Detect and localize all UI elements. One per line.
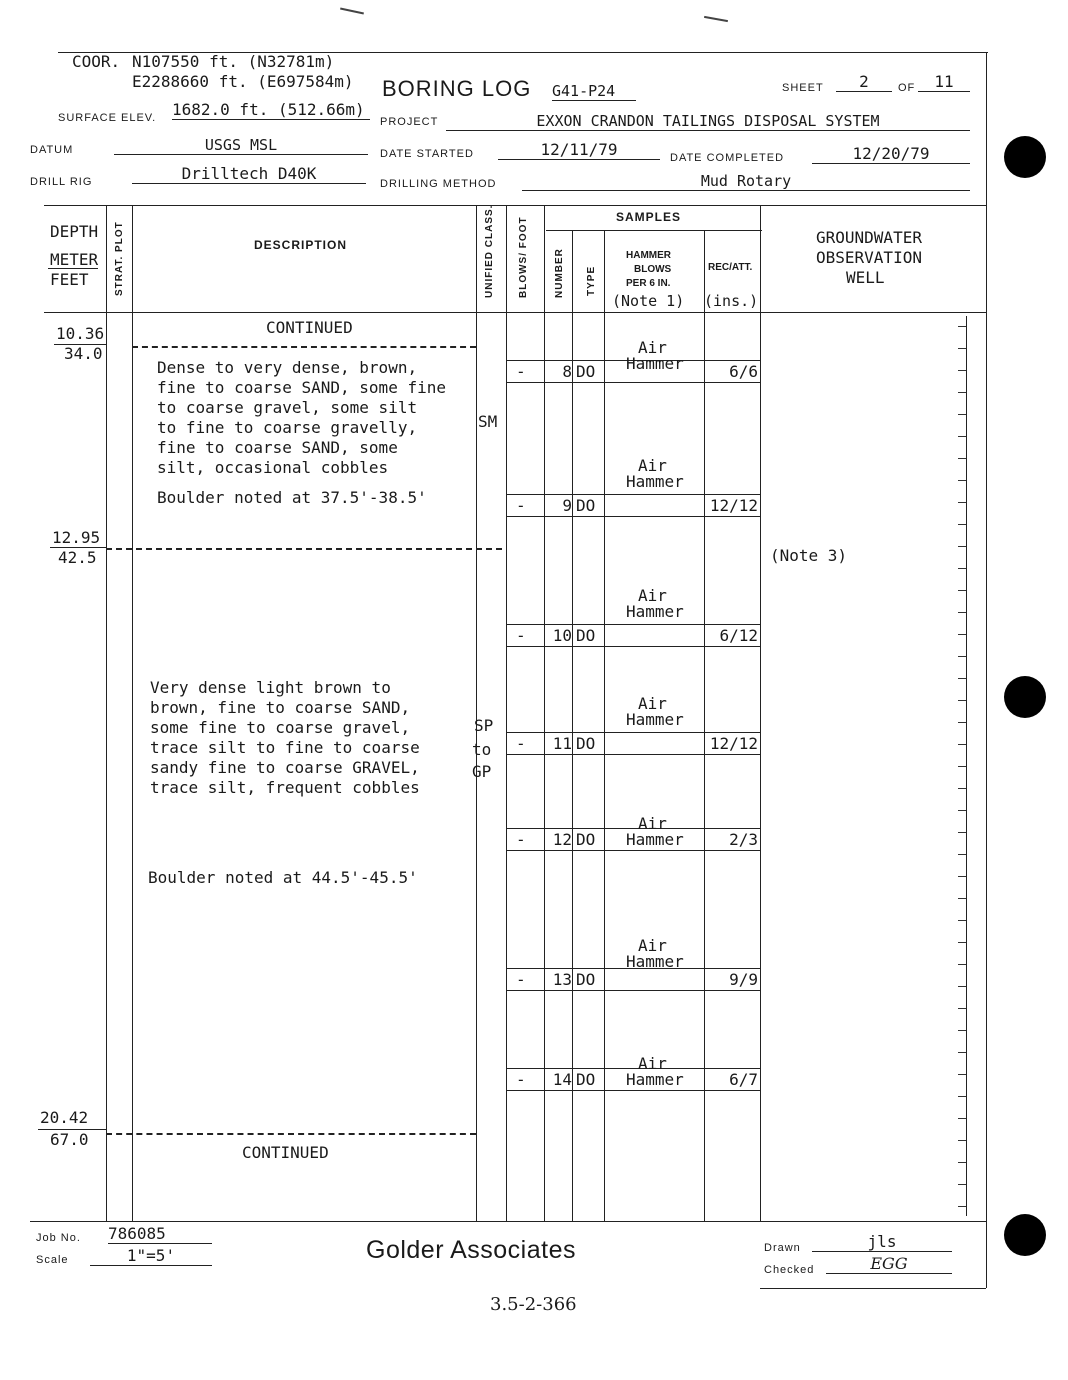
stratum-description-line: sandy fine to coarse GRAVEL, xyxy=(150,758,420,777)
depth-unit-rule xyxy=(48,268,98,269)
stratum-description-line: Very dense light brown to xyxy=(150,678,391,697)
punch-hole-bottom xyxy=(1004,1214,1046,1256)
punch-hole-middle xyxy=(1004,676,1046,718)
scale-tick xyxy=(958,744,966,745)
sample-type: DO xyxy=(576,362,596,381)
sample-hammer-label: Hammer xyxy=(626,472,684,491)
col-hammer-1: HAMMER xyxy=(626,250,671,261)
sample-top-rule xyxy=(506,624,760,625)
col-hammer-note: (Note 1) xyxy=(612,292,685,310)
continued-label: CONTINUED xyxy=(242,1143,329,1162)
depth-meter: 10.36 xyxy=(56,324,105,343)
uscs-symbol: GP xyxy=(472,762,492,781)
col-line-number xyxy=(572,230,573,1221)
scale-tick xyxy=(958,1008,966,1009)
checked-value: EGG xyxy=(826,1254,952,1274)
drawn-value: jls xyxy=(812,1232,952,1252)
scale-tick xyxy=(958,678,966,679)
sample-hammer-label: Hammer xyxy=(626,952,684,971)
sample-bottom-rule xyxy=(506,850,760,851)
sample-blows: - xyxy=(516,496,526,515)
project-label: PROJECT xyxy=(380,116,439,128)
page-title: BORING LOG xyxy=(382,76,532,101)
scale-tick xyxy=(958,788,966,789)
sample-bottom-rule xyxy=(506,754,760,755)
strata-boundary xyxy=(106,1133,476,1135)
sample-top-rule xyxy=(506,1068,760,1069)
col-unified-class: UNIFIED CLASS. xyxy=(484,204,495,298)
date-started: 12/11/79 xyxy=(498,140,660,160)
scale-tick xyxy=(958,480,966,481)
sample-top-rule xyxy=(506,494,760,495)
scale-tick xyxy=(958,722,966,723)
scale-tick xyxy=(958,1118,966,1119)
sample-recovery: 6/7 xyxy=(729,1070,758,1089)
sample-hammer-air: Air xyxy=(638,586,667,605)
boulder-note: Boulder noted at 44.5'-45.5' xyxy=(148,868,418,887)
scale-tick xyxy=(958,964,966,965)
scale-tick xyxy=(958,1096,966,1097)
scale-tick xyxy=(958,1052,966,1053)
col-meter: METER xyxy=(50,250,99,269)
header-bottom-rule xyxy=(44,205,986,206)
depth-meter: 20.42 xyxy=(40,1108,89,1127)
sample-number: 9 xyxy=(562,496,572,515)
well-scale-line xyxy=(966,316,967,1216)
col-line-rec xyxy=(760,205,761,1221)
sample-top-rule xyxy=(506,732,760,733)
sample-number: 13 xyxy=(552,970,572,989)
col-groundwater-2: OBSERVATION xyxy=(816,248,922,267)
sample-type: DO xyxy=(576,830,596,849)
sample-number: 11 xyxy=(552,734,572,753)
scale-tick xyxy=(958,942,966,943)
uscs-symbol: SM xyxy=(478,412,498,431)
scale-tick xyxy=(958,590,966,591)
sample-number: 12 xyxy=(552,830,572,849)
continued-label: CONTINUED xyxy=(266,318,353,337)
datum-label: DATUM xyxy=(30,144,74,156)
sample-blows: - xyxy=(516,734,526,753)
scale-tick xyxy=(958,524,966,525)
groundwater-note: (Note 3) xyxy=(770,546,848,565)
scale-tick xyxy=(958,546,966,547)
scan-mark xyxy=(340,8,364,15)
job-no-label: Job No. xyxy=(36,1232,81,1244)
drilling-method-label: DRILLING METHOD xyxy=(380,178,497,190)
scale-tick xyxy=(958,370,966,371)
col-type: TYPE xyxy=(586,265,597,296)
sample-hammer-label: Hammer xyxy=(626,710,684,729)
sheet-total: 11 xyxy=(918,72,970,92)
boulder-note: Boulder noted at 37.5'-38.5' xyxy=(157,488,427,507)
sample-bottom-rule xyxy=(506,382,760,383)
scale-tick xyxy=(958,920,966,921)
scale-tick xyxy=(958,348,966,349)
scale-tick xyxy=(958,326,966,327)
sample-hammer-air: Air xyxy=(638,1054,667,1073)
col-groundwater-1: GROUNDWATER xyxy=(816,228,922,247)
sample-bottom-rule xyxy=(506,516,760,517)
col-strat-plot: STRAT. PLOT xyxy=(114,221,125,296)
sample-hammer-air: Air xyxy=(638,338,667,357)
stratum-description-line: brown, fine to coarse SAND, xyxy=(150,698,411,717)
date-completed: 12/20/79 xyxy=(812,144,970,164)
sample-bottom-rule xyxy=(506,990,760,991)
surface-elev-label: SURFACE ELEV. xyxy=(58,112,157,124)
depth-feet: 67.0 xyxy=(50,1130,89,1149)
project-name: EXXON CRANDON TAILINGS DISPOSAL SYSTEM xyxy=(446,112,970,131)
sample-number: 10 xyxy=(552,626,572,645)
scale-tick xyxy=(958,1140,966,1141)
scale-tick xyxy=(958,810,966,811)
col-line-strat xyxy=(132,205,133,1221)
sample-recovery: 9/9 xyxy=(729,970,758,989)
sample-recovery: 12/12 xyxy=(709,734,758,753)
col-hammer-3: PER 6 IN. xyxy=(626,278,671,289)
samples-rule xyxy=(546,230,762,231)
drilling-method: Mud Rotary xyxy=(522,172,970,191)
scale-tick xyxy=(958,1184,966,1185)
punch-hole-top xyxy=(1004,136,1046,178)
sheet-label: SHEET xyxy=(782,82,824,94)
col-rec-units: (ins.) xyxy=(704,292,759,310)
scale-tick xyxy=(958,898,966,899)
col-rec-att: REC/ATT. xyxy=(708,262,753,273)
sample-recovery: 12/12 xyxy=(709,496,758,515)
sample-blows: - xyxy=(516,1070,526,1089)
uscs-symbol: SP xyxy=(474,716,494,735)
sample-recovery: 6/6 xyxy=(729,362,758,381)
scale-tick xyxy=(958,1074,966,1075)
sample-top-rule xyxy=(506,828,760,829)
scale-tick xyxy=(958,1162,966,1163)
sample-blows: - xyxy=(516,362,526,381)
stratum-description-line: Dense to very dense, brown, xyxy=(157,358,418,377)
uscs-symbol: to xyxy=(472,740,492,759)
frame-bottom xyxy=(760,1288,986,1289)
coor-label: COOR. xyxy=(72,52,121,71)
col-hammer-2: BLOWS xyxy=(634,264,672,275)
date-completed-label: DATE COMPLETED xyxy=(670,152,785,164)
scale-tick xyxy=(958,1030,966,1031)
scale-tick xyxy=(958,700,966,701)
sample-recovery: 6/12 xyxy=(719,626,758,645)
sample-number: 14 xyxy=(552,1070,572,1089)
col-blows-foot: BLOWS/ FOOT xyxy=(518,216,529,298)
date-started-label: DATE STARTED xyxy=(380,148,474,160)
stratum-description-line: fine to coarse SAND, some fine xyxy=(157,378,446,397)
coor-northing: N107550 ft. (N32781m) xyxy=(132,52,335,71)
sample-hammer-air: Air xyxy=(638,456,667,475)
scale-tick xyxy=(958,568,966,569)
company-name: Golder Associates xyxy=(366,1236,576,1264)
sample-hammer-label: Hammer xyxy=(626,602,684,621)
sample-type: DO xyxy=(576,734,596,753)
drill-rig: Drilltech D40K xyxy=(132,164,366,184)
scale-value: 1"=5' xyxy=(90,1246,212,1266)
sample-hammer-label: Hammer xyxy=(626,354,684,373)
sample-hammer-air: Air xyxy=(638,814,667,833)
sample-type: DO xyxy=(576,970,596,989)
sample-number: 8 xyxy=(562,362,572,381)
sample-hammer-air: Air xyxy=(638,694,667,713)
scale-tick xyxy=(958,832,966,833)
col-line-description xyxy=(476,205,477,1221)
scale-tick xyxy=(958,876,966,877)
col-number: NUMBER xyxy=(554,248,565,298)
col-feet: FEET xyxy=(50,270,89,289)
col-description: DESCRIPTION xyxy=(254,238,348,252)
scale-tick xyxy=(958,502,966,503)
of-label: OF xyxy=(898,82,916,94)
checked-label: Checked xyxy=(764,1264,815,1276)
job-no: 786085 xyxy=(108,1224,212,1244)
stratum-description-line: to fine to coarse gravelly, xyxy=(157,418,418,437)
strata-boundary xyxy=(106,548,502,550)
column-heading-rule xyxy=(44,312,986,313)
scale-tick xyxy=(958,656,966,657)
scale-tick xyxy=(958,766,966,767)
coor-easting: E2288660 ft. (E697584m) xyxy=(132,72,354,91)
stratum-description-line: fine to coarse SAND, some xyxy=(157,438,398,457)
boring-id: G41-P24 xyxy=(552,82,636,101)
sheet-number: 2 xyxy=(836,72,892,92)
col-samples: SAMPLES xyxy=(616,210,682,224)
scale-tick xyxy=(958,392,966,393)
strata-boundary xyxy=(132,346,476,348)
sample-blows: - xyxy=(516,830,526,849)
page-number: 3.5-2-366 xyxy=(490,1294,577,1315)
scale-tick xyxy=(958,1206,966,1207)
datum-value: USGS MSL xyxy=(114,136,368,155)
scan-mark xyxy=(704,16,728,22)
scale-tick xyxy=(958,612,966,613)
sample-recovery: 2/3 xyxy=(729,830,758,849)
scale-tick xyxy=(958,986,966,987)
depth-feet: 34.0 xyxy=(64,344,103,363)
col-depth: DEPTH xyxy=(50,222,99,241)
sample-bottom-rule xyxy=(506,646,760,647)
scale-tick xyxy=(958,854,966,855)
scale-tick xyxy=(958,436,966,437)
col-groundwater-3: WELL xyxy=(846,268,885,287)
drawn-label: Drawn xyxy=(764,1242,801,1254)
stratum-description-line: trace silt to fine to coarse xyxy=(150,738,420,757)
scale-label: Scale xyxy=(36,1254,69,1266)
stratum-description-line: some fine to coarse gravel, xyxy=(150,718,411,737)
depth-feet: 42.5 xyxy=(58,548,97,567)
sample-type: DO xyxy=(576,496,596,515)
drill-rig-label: DRILL RIG xyxy=(30,176,93,188)
depth-meter: 12.95 xyxy=(52,528,101,547)
col-line-depth xyxy=(106,205,107,1221)
scale-tick xyxy=(958,458,966,459)
scale-tick xyxy=(958,414,966,415)
stratum-description-line: to coarse gravel, some silt xyxy=(157,398,418,417)
sample-bottom-rule xyxy=(506,1090,760,1091)
sample-hammer-label: Hammer xyxy=(626,1070,684,1089)
sample-blows: - xyxy=(516,970,526,989)
sample-type: DO xyxy=(576,1070,596,1089)
frame-right xyxy=(986,52,987,1288)
footer-top-rule xyxy=(30,1221,986,1222)
col-line-type xyxy=(604,230,605,1221)
scale-tick xyxy=(958,634,966,635)
stratum-description-line: silt, occasional cobbles xyxy=(157,458,389,477)
sample-hammer-air: Air xyxy=(638,936,667,955)
sample-hammer-label: Hammer xyxy=(626,830,684,849)
stratum-description-line: trace silt, frequent cobbles xyxy=(150,778,420,797)
sample-blows: - xyxy=(516,626,526,645)
surface-elev: 1682.0 ft. (512.66m) xyxy=(172,100,370,120)
sample-type: DO xyxy=(576,626,596,645)
